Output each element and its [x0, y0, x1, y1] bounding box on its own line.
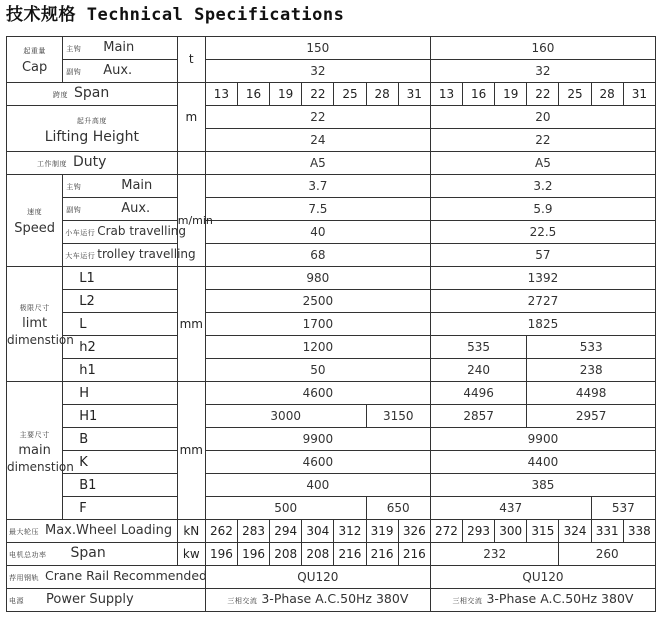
table-row: [7, 152, 656, 175]
value-cell: A5: [205, 152, 430, 175]
value-cell: 240: [430, 359, 526, 382]
value-cell: 1700: [205, 313, 430, 336]
value-cell: QU120: [205, 566, 430, 589]
value-cell: 57: [430, 244, 655, 267]
dim-label: h1: [63, 359, 178, 382]
value-cell: 50: [205, 359, 430, 382]
value-cell: 25: [334, 83, 366, 106]
value-cell: 9900: [205, 428, 430, 451]
table-row: [7, 221, 656, 244]
unit-cell: kw: [177, 543, 205, 566]
value-cell: 3.2: [430, 175, 655, 198]
value-cell: 22: [302, 83, 334, 106]
value-cell: 32: [205, 60, 430, 83]
value-cell: 三相交流 3-Phase A.C.50Hz 380V: [430, 589, 655, 612]
unit-cell: mm: [177, 267, 205, 382]
row-label-wheel-loading: 最大轮压 Max.Wheel Loading: [7, 520, 178, 543]
value-cell: 22.5: [430, 221, 655, 244]
value-cell: 4600: [205, 382, 430, 405]
unit-cell: kN: [177, 520, 205, 543]
value-cell: 650: [366, 497, 430, 520]
value-cell: 980: [205, 267, 430, 290]
unit-cell: t: [177, 37, 205, 83]
value-cell: 315: [527, 520, 559, 543]
value-cell: QU120: [430, 566, 655, 589]
table-row: [7, 175, 656, 198]
dim-label: B: [63, 428, 178, 451]
value-cell: 22: [205, 106, 430, 129]
value-cell: 150: [205, 37, 430, 60]
value-cell: A5: [430, 152, 655, 175]
table-row: [7, 313, 656, 336]
table-row: [7, 543, 656, 566]
value-cell: 2857: [430, 405, 526, 428]
value-cell: 238: [527, 359, 656, 382]
value-cell: 300: [495, 520, 527, 543]
value-cell: 3.7: [205, 175, 430, 198]
dim-label: L: [63, 313, 178, 336]
value-cell: 272: [430, 520, 462, 543]
value-cell: 31: [623, 83, 655, 106]
dim-label: K: [63, 451, 178, 474]
row-label-lifting-height: 起升高度 Lifting Height: [7, 106, 178, 152]
dim-label: h2: [63, 336, 178, 359]
sub-label-aux: 副钩 Aux.: [63, 60, 178, 83]
value-cell: 533: [527, 336, 656, 359]
value-cell: 216: [334, 543, 366, 566]
value-cell: 24: [205, 129, 430, 152]
dim-label: F: [63, 497, 178, 520]
value-cell: 2500: [205, 290, 430, 313]
value-cell: 294: [270, 520, 302, 543]
value-cell: 22: [430, 129, 655, 152]
dim-label: H1: [63, 405, 178, 428]
value-cell: 16: [237, 83, 269, 106]
value-cell: 160: [430, 37, 655, 60]
dim-label: L1: [63, 267, 178, 290]
sub-label-aux: 副钩 Aux.: [63, 198, 178, 221]
unit-cell: m/min: [177, 175, 205, 267]
row-label-speed: 速度 Speed: [7, 175, 63, 267]
value-cell: 68: [205, 244, 430, 267]
table-row: [7, 60, 656, 83]
value-cell: 324: [559, 520, 591, 543]
value-cell: 2957: [527, 405, 656, 428]
spec-table: [6, 36, 656, 612]
dim-label: H: [63, 382, 178, 405]
value-cell: 283: [237, 520, 269, 543]
value-cell: 25: [559, 83, 591, 106]
value-cell: 260: [559, 543, 656, 566]
table-row: [7, 336, 656, 359]
table-row: [7, 497, 656, 520]
value-cell: 1200: [205, 336, 430, 359]
value-cell: 3150: [366, 405, 430, 428]
value-cell: 31: [398, 83, 430, 106]
table-row: [7, 520, 656, 543]
value-cell: 13: [430, 83, 462, 106]
value-cell: 1825: [430, 313, 655, 336]
table-row: [7, 267, 656, 290]
table-row: [7, 474, 656, 497]
value-cell: 262: [205, 520, 237, 543]
sub-label-main: 主钩 Main: [63, 175, 178, 198]
value-cell: 19: [495, 83, 527, 106]
row-label-duty: 工作制度 Duty: [7, 152, 178, 175]
table-row: [7, 198, 656, 221]
unit-cell: [177, 152, 205, 175]
value-cell: 三相交流 3-Phase A.C.50Hz 380V: [205, 589, 430, 612]
value-cell: 196: [237, 543, 269, 566]
value-cell: 4600: [205, 451, 430, 474]
value-cell: 319: [366, 520, 398, 543]
value-cell: 385: [430, 474, 655, 497]
value-cell: 4400: [430, 451, 655, 474]
table-row: [7, 106, 656, 129]
table-row: [7, 405, 656, 428]
row-label-power: 电机总功率 Span: [7, 543, 178, 566]
value-cell: 326: [398, 520, 430, 543]
value-cell: 3000: [205, 405, 366, 428]
page-title: 技术规格 Technical Specifications: [6, 5, 345, 25]
table-row: [7, 451, 656, 474]
row-label-cap: 起重量 Cap: [7, 37, 63, 83]
value-cell: 304: [302, 520, 334, 543]
sub-label-crab: 小车运行 Crab travelling: [63, 221, 178, 244]
value-cell: 338: [623, 520, 655, 543]
row-label-limit-dimension: 极限尺寸 limt dimenstion: [7, 267, 63, 382]
value-cell: 4496: [430, 382, 526, 405]
value-cell: 4498: [527, 382, 656, 405]
value-cell: 196: [205, 543, 237, 566]
value-cell: 5.9: [430, 198, 655, 221]
row-label-main-dimension: 主要尺寸 main dimenstion: [7, 382, 63, 520]
dim-label: B1: [63, 474, 178, 497]
value-cell: 16: [463, 83, 495, 106]
sub-label-trolley: 大车运行 trolley travelling: [63, 244, 178, 267]
table-row: [7, 83, 656, 106]
value-cell: 1392: [430, 267, 655, 290]
table-row: [7, 359, 656, 382]
row-label-crane-rail: 荐用钢轨 Crane Rail Recommended: [7, 566, 206, 589]
row-label-span: 跨度 Span: [7, 83, 178, 106]
value-cell: 216: [366, 543, 398, 566]
sub-label-main: 主钩 Main: [63, 37, 178, 60]
value-cell: 293: [463, 520, 495, 543]
value-cell: 19: [270, 83, 302, 106]
value-cell: 28: [366, 83, 398, 106]
value-cell: 208: [302, 543, 334, 566]
table-row: [7, 37, 656, 60]
value-cell: 20: [430, 106, 655, 129]
table-row: [7, 566, 656, 589]
value-cell: 312: [334, 520, 366, 543]
value-cell: 400: [205, 474, 430, 497]
value-cell: 500: [205, 497, 366, 520]
value-cell: 208: [270, 543, 302, 566]
value-cell: 2727: [430, 290, 655, 313]
value-cell: 32: [430, 60, 655, 83]
value-cell: 535: [430, 336, 526, 359]
value-cell: 331: [591, 520, 623, 543]
table-row: [7, 290, 656, 313]
table-row: [7, 428, 656, 451]
value-cell: 40: [205, 221, 430, 244]
row-label-power-supply: 电源 Power Supply: [7, 589, 206, 612]
value-cell: 437: [430, 497, 591, 520]
table-row: [7, 589, 656, 612]
unit-cell: mm: [177, 382, 205, 520]
dim-label: L2: [63, 290, 178, 313]
table-row: [7, 244, 656, 267]
value-cell: 7.5: [205, 198, 430, 221]
unit-cell: m: [177, 83, 205, 152]
value-cell: 28: [591, 83, 623, 106]
value-cell: 13: [205, 83, 237, 106]
value-cell: 9900: [430, 428, 655, 451]
value-cell: 537: [591, 497, 655, 520]
value-cell: 22: [527, 83, 559, 106]
value-cell: 216: [398, 543, 430, 566]
table-row: [7, 382, 656, 405]
value-cell: 232: [430, 543, 559, 566]
